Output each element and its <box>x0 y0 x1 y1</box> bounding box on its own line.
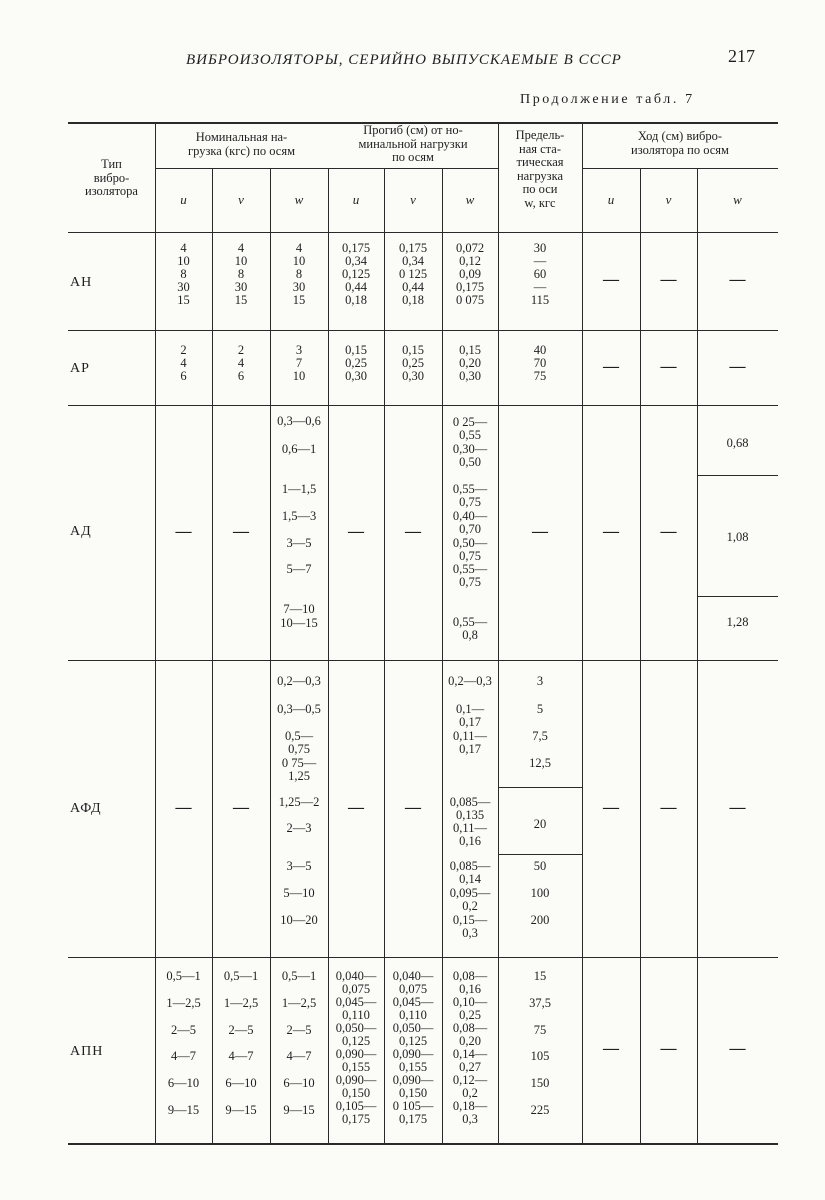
cell-defl-w: 0,30— 0,50 <box>452 442 488 469</box>
cell-defl-w: 0,2—0,3 <box>448 674 492 688</box>
cell-load-u: 2 4 6 <box>180 343 187 383</box>
cell-limit: 40 70 75 <box>533 343 547 383</box>
cell-load-v: 1—2,5 <box>223 996 259 1010</box>
cell-load-w: 4—7 <box>286 1049 312 1063</box>
cell-load-v: 2—5 <box>228 1023 254 1037</box>
cell-travel-w-dash: — <box>729 1040 746 1057</box>
cell-defl-w: 0,55— 0,8 <box>452 615 488 642</box>
cell-load-v: 6—10 <box>225 1076 257 1090</box>
cell-load-w: 0,2—0,3 <box>277 674 321 688</box>
row-type-3: АФД <box>70 801 102 816</box>
cell-load-u: 0,5—1 <box>166 969 201 983</box>
row-rule <box>68 405 778 406</box>
row-rule <box>68 660 778 661</box>
cell-defl-v-dash: — <box>405 523 421 540</box>
cell-limit: 150 <box>530 1076 550 1090</box>
cell-travel-v-dash: — <box>660 358 677 375</box>
cell-defl-w: 0,11— 0,16 <box>453 821 487 848</box>
cell-limit: 5 <box>536 702 544 716</box>
row-type-0: АН <box>70 275 93 290</box>
cell-defl-v: 0,040— 0,075 0,045— 0,110 0,050— 0,125 0,090— 0,155 0,090— 0,150 0 105— 0,175 <box>392 969 434 1126</box>
row-type-2: АД <box>70 524 92 539</box>
cell-load-w: 0,5— 0,75 <box>284 729 314 756</box>
cell-defl-w: 0,50— 0,75 <box>452 536 488 563</box>
cell-defl-w: 0,55— 0,75 <box>452 482 488 509</box>
cell-load-w: 1—2,5 <box>281 996 317 1010</box>
header-travel: Ход (см) вибро- изолятора по осям <box>631 129 729 157</box>
cell-load-w: 5—7 <box>286 562 312 576</box>
cell-load-v: 0,5—1 <box>223 969 259 983</box>
cell-travel-w: 0,68 <box>726 436 749 450</box>
cell-defl-w: 0,11— 0,17 <box>453 729 487 756</box>
cell-split-rule <box>498 854 582 855</box>
cell-load-w: 10—20 <box>280 913 318 927</box>
header-axis-w: w <box>465 192 475 207</box>
cell-limit: 105 <box>530 1049 550 1063</box>
cell-travel-w-dash: — <box>729 799 746 816</box>
cell-defl-u-dash: — <box>348 799 364 816</box>
cell-limit-dash: — <box>532 523 548 540</box>
cell-load-w: 3—5 <box>286 859 312 873</box>
cell-load-w: 0,6—1 <box>281 442 317 456</box>
header-axis-v: v <box>665 192 672 207</box>
cell-load-w: 2—3 <box>286 821 312 835</box>
cell-limit: 15 <box>533 969 547 983</box>
cell-defl-w: 0,085— 0,135 <box>449 795 491 822</box>
cell-load-w: 1—1,5 <box>281 482 317 496</box>
cell-defl-u-dash: — <box>348 523 364 540</box>
cell-load-u-dash: — <box>175 799 192 816</box>
cell-defl-w: 0,15— 0,3 <box>452 913 488 940</box>
cell-load-w: 0 75— 1,25 <box>281 756 317 783</box>
cell-defl-w: 0 25— 0,55 <box>452 415 488 442</box>
cell-limit: 3 <box>536 674 544 688</box>
cell-defl-w: 0,1— 0,17 <box>455 702 485 729</box>
cell-load-w: 9—15 <box>283 1103 315 1117</box>
cell-load-u: 9—15 <box>167 1103 200 1117</box>
cell-load-u: 6—10 <box>167 1076 200 1090</box>
cell-travel-v-dash: — <box>660 799 677 816</box>
cell-load-w: 7—10 <box>283 602 315 616</box>
cell-load-w: 4 10 8 30 15 <box>292 241 306 307</box>
cell-split-rule <box>697 475 778 476</box>
header-axis-w: w <box>733 192 742 207</box>
cell-load-u: 2—5 <box>171 1023 196 1037</box>
cell-limit: 7,5 <box>532 729 548 743</box>
cell-load-u: 1—2,5 <box>166 996 201 1010</box>
cell-travel-u-dash: — <box>603 523 619 540</box>
cell-limit: 200 <box>530 913 550 927</box>
cell-limit: 37,5 <box>529 996 551 1010</box>
header-type: Тип вибро- изолятора <box>85 157 138 198</box>
cell-limit: 30 — 60 — 115 <box>530 241 550 307</box>
cell-defl-w: 0,085— 0,14 <box>449 859 491 886</box>
header-deflection: Прогиб (см) от но- минальной нагрузки по осям <box>358 123 468 164</box>
cell-travel-w: 1,28 <box>726 615 749 629</box>
cell-defl-v: 0,175 0,34 0 125 0,44 0,18 <box>398 241 428 307</box>
cell-limit: 20 <box>533 817 547 831</box>
header-nominal-load: Номинальная на- грузка (кгс) по осям <box>188 130 295 158</box>
header-axis-u: u <box>180 192 187 207</box>
cell-defl-w: 0,095— 0,2 <box>449 886 491 913</box>
cell-load-w: 3—5 <box>286 536 312 550</box>
cell-load-w: 1,25—2 <box>278 795 320 809</box>
cell-load-w: 2—5 <box>286 1023 312 1037</box>
cell-load-w: 3 7 10 <box>292 343 306 383</box>
cell-load-v: 4—7 <box>228 1049 254 1063</box>
cell-limit: 75 <box>533 1023 547 1037</box>
cell-load-v: 4 10 8 30 15 <box>234 241 248 307</box>
column-rule <box>697 168 698 1143</box>
cell-load-v: 2 4 6 <box>237 343 245 383</box>
cell-split-rule <box>697 596 778 597</box>
cell-load-w: 6—10 <box>283 1076 315 1090</box>
cell-load-v: 9—15 <box>225 1103 257 1117</box>
cell-defl-w: 0,15 0,20 0,30 <box>459 343 481 383</box>
cell-defl-v-dash: — <box>405 799 421 816</box>
cell-travel-w: 1,08 <box>726 530 749 544</box>
cell-defl-w: 0,40— 0,70 <box>452 509 488 536</box>
cell-limit: 12,5 <box>529 756 551 770</box>
row-rule <box>68 330 778 331</box>
page-number: 217 <box>728 46 755 66</box>
row-rule <box>68 232 778 233</box>
row-rule <box>68 957 778 958</box>
header-sub-rule <box>155 168 498 169</box>
cell-load-v-dash: — <box>233 523 249 540</box>
cell-travel-u-dash: — <box>603 358 619 375</box>
cell-load-v-dash: — <box>233 799 249 816</box>
cell-split-rule <box>498 787 582 788</box>
cell-load-w: 0,5—1 <box>281 969 317 983</box>
cell-defl-u: 0,15 0,25 0,30 <box>345 343 367 383</box>
cell-travel-w-dash: — <box>729 358 746 375</box>
cell-load-u-dash: — <box>175 523 192 540</box>
cell-defl-v: 0,15 0,25 0,30 <box>402 343 424 383</box>
column-rule <box>640 168 641 1143</box>
cell-travel-u-dash: — <box>603 799 619 816</box>
cell-load-u: 4—7 <box>171 1049 196 1063</box>
cell-defl-w: 0,072 0,12 0,09 0,175 0 075 <box>455 241 485 307</box>
cell-travel-v-dash: — <box>660 523 677 540</box>
cell-load-w: 10—15 <box>280 616 318 630</box>
cell-defl-w: 0,08— 0,16 0,10— 0,25 0,08— 0,20 0,14— 0,27 0,12— 0,2 0,18— 0,3 <box>452 969 488 1126</box>
header-sub-rule <box>582 168 778 169</box>
cell-defl-u: 0,175 0,34 0,125 0,44 0,18 <box>341 241 371 307</box>
cell-load-u: 4 10 8 30 15 <box>177 241 190 307</box>
row-type-1: АР <box>70 361 90 376</box>
cell-load-w: 0,3—0,6 <box>277 414 321 428</box>
cell-limit: 225 <box>530 1103 550 1117</box>
cell-travel-w-dash: — <box>729 271 746 288</box>
cell-load-w: 1,5—3 <box>281 509 317 523</box>
cell-defl-w: 0,55— 0,75 <box>452 562 488 589</box>
header-axis-w: w <box>294 192 304 207</box>
header-axis-v: v <box>238 192 244 207</box>
cell-travel-u-dash: — <box>603 1040 619 1057</box>
header-axis-u: u <box>607 192 615 207</box>
cell-travel-v-dash: — <box>660 271 677 288</box>
cell-travel-u-dash: — <box>603 271 619 288</box>
header-limit-load: Предель- ная ста- тическая нагрузка по оси w, кгс <box>515 128 565 210</box>
cell-load-w: 5—10 <box>283 886 315 900</box>
row-type-4: АПН <box>70 1044 104 1059</box>
cell-travel-v-dash: — <box>660 1040 677 1057</box>
row-rule <box>68 1143 778 1145</box>
cell-limit: 100 <box>530 886 550 900</box>
cell-limit: 50 <box>533 859 547 873</box>
cell-load-w: 0,3—0,5 <box>277 702 321 716</box>
running-title: ВИБРОИЗОЛЯТОРЫ, СЕРИЙНО ВЫПУСКАЕМЫЕ В СССР <box>186 52 622 68</box>
header-axis-v: v <box>410 192 416 207</box>
header-axis-u: u <box>352 192 360 207</box>
cell-defl-u: 0,040— 0,075 0,045— 0,110 0,050— 0,125 0,090— 0,155 0,090— 0,150 0,105— 0,175 <box>335 969 377 1126</box>
table-continuation-caption: Продолжение табл. 7 <box>520 92 695 107</box>
